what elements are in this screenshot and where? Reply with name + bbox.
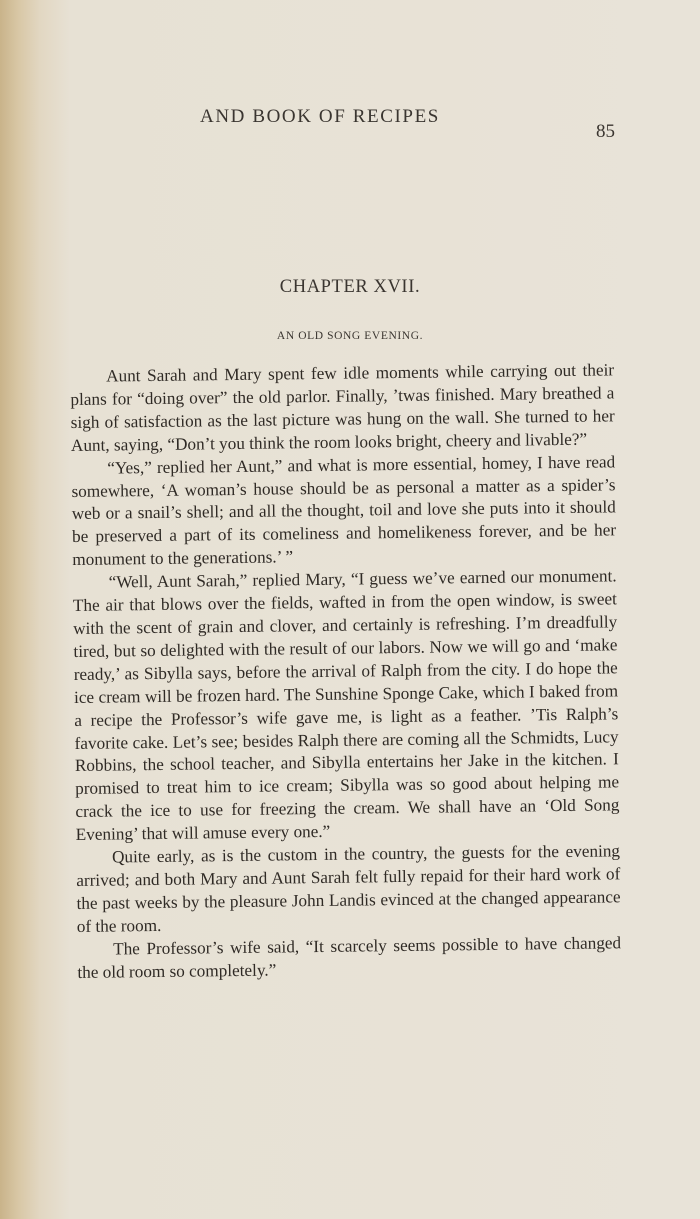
paragraph: Aunt Sarah and Mary spent few idle moments while carrying out their plans for “doing over” the old parlor. Finally, ’twas finished. Mary breathed a sigh of satisfaction as the last picture was hung on the wall. She turned to her Aunt, saying, “Don’t you think the room looks bright, cheery and livable?” [70, 360, 615, 455]
page-number: 85 [596, 121, 615, 142]
body-text [70, 359, 622, 984]
paragraph: The Professor’s wife said, “It scarcely seems possible to have changed the old room so completely.” [77, 932, 622, 982]
chapter-title: CHAPTER XVII. [279, 277, 421, 297]
paragraph: Quite early, as is the custom in the country, the guests for the evening arrived; and both Mary and Aunt Sarah felt fully repaid for their hard work of the past weeks by the pleasure John Landis evinced at the changed appearance of the room. [76, 841, 621, 936]
chapter-subtitle: AN OLD SONG EVENING. [276, 330, 424, 342]
running-header: AND BOOK OF RECIPES [200, 106, 440, 127]
paragraph: “Well, Aunt Sarah,” replied Mary, “I guess we’ve earned our monument. The air that blows over the fields, wafted in from the open window, is sweet with the scent of grain and clover, and certainly is refreshing. I’m dreadfully tired, but so delighted with the result of our labors. Now we will go and ‘make ready,’ as Sibylla says, before the arrival of Ralph from the city. I do hope the ice cream will be frozen hard. The Sunshine Sponge Cake, which I baked from a recipe the Professor’s wife gave me, is light as a feather. ’Tis Ralph’s favorite cake. Let’s see; besides Ralph there are coming all the Schmidts, Lucy Robbins, the school teacher, and Sibylla entertains her Jake in the kitchen. I promised to treat him to ice cream; Sibylla was so good about helping me crack the ice to use for freezing the cream. We shall have an ‘Old Song Evening’ that will amuse every one.” [72, 566, 620, 845]
paragraph: “Yes,” replied her Aunt,” and what is more essential, homey, I have read somewhere, ‘A woman’s house should be as personal a matter as a spider’s web or a snail’s shell; and all the thought, toil and love she puts into it should be preserved a part of its comeliness and homelikeness forever, and be her monument to the generations.’ ” [71, 451, 617, 570]
